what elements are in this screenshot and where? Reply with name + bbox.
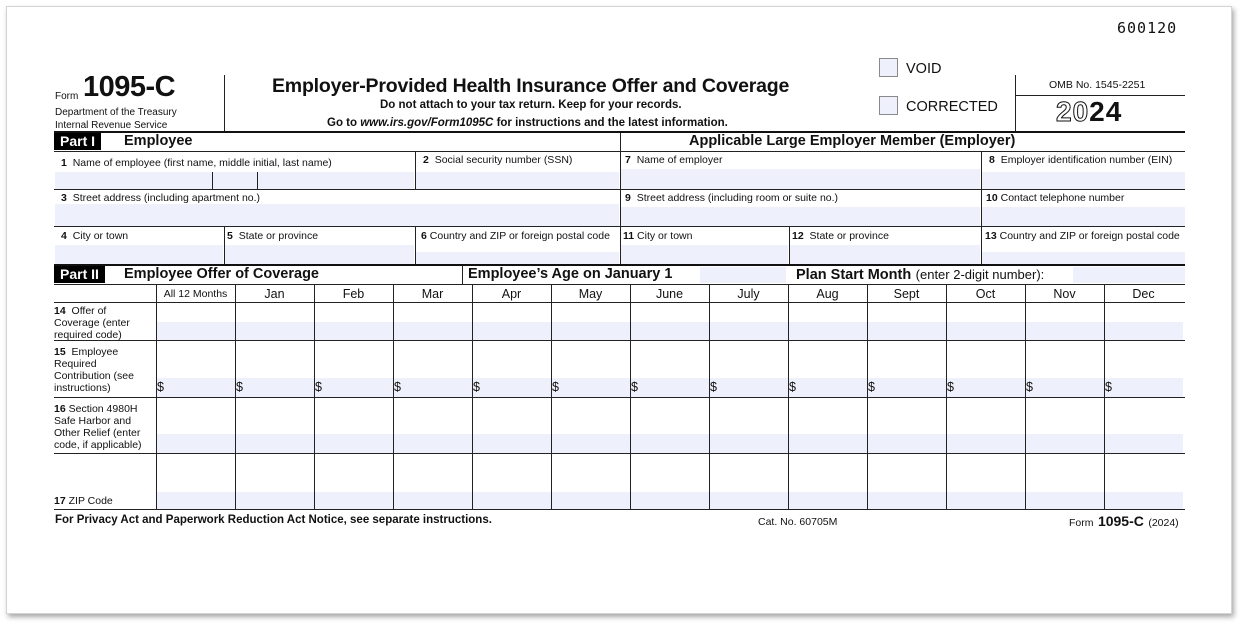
field-1-label: 1 Name of employee (first name, middle initial, last name) — [61, 157, 332, 169]
form-prefix: Form — [55, 91, 79, 102]
instructions-line — [327, 117, 728, 129]
cell-zip-7[interactable] — [710, 492, 788, 509]
plan-start-label-bold: Plan Start Month — [796, 267, 912, 283]
row-15-label: 15 Employee Required Contribution (see instructions) — [54, 346, 134, 394]
cell-zip-8[interactable] — [789, 492, 867, 509]
field-8-label: 8 Employer identification number (EIN) — [989, 154, 1173, 166]
cell-contribution-6[interactable] — [631, 378, 709, 397]
month-header: Dec — [1132, 287, 1155, 301]
employee-state-input[interactable] — [225, 245, 414, 264]
month-header: Aug — [816, 287, 839, 301]
footer-form-prefix: Form — [1069, 517, 1094, 529]
cell-safe-harbor-5[interactable] — [552, 434, 630, 453]
employee-city-input[interactable] — [55, 245, 223, 264]
cell-contribution-1[interactable] — [236, 378, 314, 397]
month-header: Jan — [264, 287, 285, 301]
instructions-url[interactable]: www.irs.gov/Form1095C — [360, 117, 494, 129]
employee-street-input[interactable] — [55, 204, 619, 226]
part2-header-rule — [54, 284, 1185, 285]
field-7-label: 7 Name of employer — [625, 154, 723, 166]
footer-form-year: (2024) — [1148, 517, 1179, 529]
tax-year-bold: 24 — [1089, 96, 1123, 127]
cell-safe-harbor-3[interactable] — [394, 434, 472, 453]
field-3-label: 3 Street address (including apartment no.) — [61, 192, 261, 204]
cell-contribution-2[interactable] — [315, 378, 393, 397]
cell-safe-harbor-1[interactable] — [236, 434, 314, 453]
month-header: Sept — [893, 287, 920, 301]
column-divider — [788, 284, 789, 509]
cell-offer-4[interactable] — [473, 322, 551, 340]
employer-zip-input[interactable] — [982, 252, 1185, 264]
dollar-sign: $ — [1026, 380, 1033, 394]
dollar-sign: $ — [315, 380, 322, 394]
cell-contribution-10[interactable] — [947, 378, 1025, 397]
cell-zip-10[interactable] — [947, 492, 1025, 509]
employer-name-input[interactable] — [621, 169, 980, 189]
cell-zip-2[interactable] — [315, 492, 393, 509]
cell-zip-1[interactable] — [236, 492, 314, 509]
cell-zip-5[interactable] — [552, 492, 630, 509]
row-rule — [54, 453, 1185, 454]
form-1095c — [6, 6, 1232, 614]
part2-tag: Part II — [54, 266, 105, 283]
month-header: Oct — [975, 287, 996, 301]
cell-offer-0[interactable] — [157, 322, 235, 340]
cell-zip-6[interactable] — [631, 492, 709, 509]
cell-offer-11[interactable] — [1026, 322, 1104, 340]
instructions-suffix: for instructions and the latest information. — [493, 117, 728, 129]
contact-phone-input[interactable] — [982, 207, 1185, 226]
cell-contribution-0[interactable] — [157, 378, 235, 397]
employee-zip-input[interactable] — [416, 252, 619, 264]
month-header: May — [578, 287, 603, 301]
cell-contribution-9[interactable] — [868, 378, 946, 397]
column-divider — [393, 284, 394, 509]
employer-state-input[interactable] — [790, 245, 980, 264]
cell-offer-6[interactable] — [631, 322, 709, 340]
column-divider — [156, 284, 157, 509]
month-header: June — [655, 287, 684, 301]
header-divider-left — [224, 75, 225, 132]
employer-street-input[interactable] — [621, 207, 980, 226]
cell-offer-1[interactable] — [236, 322, 314, 340]
column-divider — [472, 284, 473, 509]
dollar-sign: $ — [947, 380, 954, 394]
form-subtitle: Do not attach to your tax return. Keep for your records. — [380, 99, 682, 111]
month-header: Apr — [501, 287, 522, 301]
cell-zip-9[interactable] — [868, 492, 946, 509]
cell-contribution-4[interactable] — [473, 378, 551, 397]
cell-contribution-8[interactable] — [789, 378, 867, 397]
privacy-notice: For Privacy Act and Paperwork Reduction Act Notice, see separate instructions. — [55, 514, 492, 526]
column-divider — [630, 284, 631, 509]
plan-start-input[interactable] — [1073, 267, 1185, 283]
dollar-sign: $ — [236, 380, 243, 394]
divider-employer-right — [981, 151, 982, 264]
cell-safe-harbor-6[interactable] — [631, 434, 709, 453]
cell-safe-harbor-12[interactable] — [1105, 434, 1183, 453]
column-divider — [314, 284, 315, 509]
cell-safe-harbor-9[interactable] — [868, 434, 946, 453]
field-10-label: 10 Contact telephone number — [986, 192, 1125, 204]
plan-start-label — [796, 266, 1044, 284]
column-divider — [867, 284, 868, 509]
cell-zip-3[interactable] — [394, 492, 472, 509]
cat-number: Cat. No. 60705M — [758, 516, 838, 528]
cell-contribution-11[interactable] — [1026, 378, 1104, 397]
month-header: Nov — [1053, 287, 1076, 301]
name-sub-divider-a — [212, 172, 213, 189]
cell-safe-harbor-0[interactable] — [157, 434, 235, 453]
part2-title: Employee Offer of Coverage — [124, 266, 319, 282]
tax-year — [1056, 96, 1122, 128]
void-label: VOID — [906, 61, 942, 77]
cell-safe-harbor-8[interactable] — [789, 434, 867, 453]
column-divider — [709, 284, 710, 509]
column-divider — [551, 284, 552, 509]
row-rule — [54, 397, 1185, 398]
cell-offer-8[interactable] — [789, 322, 867, 340]
field-12-label: 12 State or province — [792, 230, 889, 242]
dollar-sign: $ — [868, 380, 875, 394]
employee-age-input[interactable] — [700, 267, 786, 283]
dollar-sign: $ — [1105, 380, 1112, 394]
row-rule — [54, 340, 1185, 341]
cell-offer-2[interactable] — [315, 322, 393, 340]
cell-contribution-3[interactable] — [394, 378, 472, 397]
footer-form-id — [1069, 513, 1179, 531]
cell-safe-harbor-4[interactable] — [473, 434, 551, 453]
footer-rule — [54, 509, 1185, 510]
month-header: Feb — [342, 287, 365, 301]
part1-tag: Part I — [54, 133, 101, 150]
column-divider — [1025, 284, 1026, 509]
dollar-sign: $ — [789, 380, 796, 394]
cell-contribution-12[interactable] — [1105, 378, 1183, 397]
cell-safe-harbor-11[interactable] — [1026, 434, 1104, 453]
field-4-label: 4 City or town — [61, 230, 129, 242]
ein-input[interactable] — [982, 172, 1185, 189]
dollar-sign: $ — [473, 380, 480, 394]
cell-zip-0[interactable] — [157, 492, 235, 509]
field-11-label: 11 City or town — [623, 230, 693, 242]
divider-4-5 — [224, 226, 225, 264]
cell-offer-10[interactable] — [947, 322, 1025, 340]
field-9-label: 9 Street address (including room or suite no.) — [625, 192, 839, 204]
cell-safe-harbor-7[interactable] — [710, 434, 788, 453]
dollar-sign: $ — [552, 380, 559, 394]
column-divider — [946, 284, 947, 509]
month-header-rule — [54, 302, 1185, 303]
employee-age-label: Employee’s Age on January 1 — [468, 266, 673, 282]
cell-offer-5[interactable] — [552, 322, 630, 340]
row-17-label: 17 ZIP Code — [54, 495, 113, 507]
cell-offer-7[interactable] — [710, 322, 788, 340]
row-16-label: 16 Section 4980H Safe Harbor and Other Relief (enter code, if applicable) — [54, 403, 142, 451]
footer-form-name: 1095-C — [1097, 513, 1144, 529]
field-2-label: 2 Social security number (SSN) — [423, 154, 573, 166]
cell-contribution-7[interactable] — [710, 378, 788, 397]
divider-11-12 — [789, 226, 790, 264]
employee-name-input[interactable] — [55, 172, 414, 189]
form-name: 1095-C — [83, 71, 176, 103]
cell-safe-harbor-2[interactable] — [315, 434, 393, 453]
corrected-checkbox[interactable] — [879, 96, 898, 115]
omb-number: OMB No. 1545-2251 — [1049, 79, 1146, 91]
cell-zip-12[interactable] — [1105, 492, 1183, 509]
dept-treasury: Department of the Treasury — [55, 107, 177, 118]
divider-1-2 — [415, 151, 416, 189]
cell-offer-3[interactable] — [394, 322, 472, 340]
part1-employer-title: Applicable Large Employer Member (Employer) — [689, 133, 1016, 149]
cell-offer-12[interactable] — [1105, 322, 1183, 340]
field-13-label: 13 Country and ZIP or foreign postal code — [985, 230, 1180, 242]
field-5-label: 5 State or province — [227, 230, 319, 242]
cell-contribution-5[interactable] — [552, 378, 630, 397]
dollar-sign: $ — [157, 380, 164, 394]
part1-row1-rule — [54, 189, 1185, 190]
field-6-label: 6 Country and ZIP or foreign postal code — [421, 230, 610, 242]
column-divider — [235, 284, 236, 509]
dollar-sign: $ — [394, 380, 401, 394]
instructions-prefix: Go to — [327, 117, 361, 129]
part1-employee-title: Employee — [124, 133, 193, 149]
month-header: All 12 Months — [163, 288, 228, 300]
column-divider — [1104, 284, 1105, 509]
divider-5-6 — [415, 226, 416, 264]
part2-age-divider — [462, 266, 463, 284]
row-14-label: 14 Offer of Coverage (enter required code) — [54, 305, 130, 341]
ssn-input[interactable] — [416, 172, 619, 189]
form-id-number: 600120 — [1117, 19, 1178, 37]
plan-start-hint: (enter 2-digit number): — [915, 267, 1045, 282]
form-title: Employer-Provided Health Insurance Offer and Coverage — [272, 75, 790, 97]
cell-offer-9[interactable] — [868, 322, 946, 340]
tax-year-outline: 20 — [1056, 96, 1090, 127]
name-sub-divider-b — [257, 172, 258, 189]
void-checkbox[interactable] — [879, 58, 898, 77]
irs-label: Internal Revenue Service — [55, 120, 168, 131]
cell-zip-11[interactable] — [1026, 492, 1104, 509]
corrected-label: CORRECTED — [906, 99, 998, 115]
header-divider-right — [1015, 75, 1016, 132]
month-header: Mar — [421, 287, 444, 301]
dollar-sign: $ — [710, 380, 717, 394]
employer-city-input[interactable] — [621, 245, 788, 264]
cell-safe-harbor-10[interactable] — [947, 434, 1025, 453]
dollar-sign: $ — [631, 380, 638, 394]
cell-zip-4[interactable] — [473, 492, 551, 509]
month-header: July — [737, 287, 760, 301]
